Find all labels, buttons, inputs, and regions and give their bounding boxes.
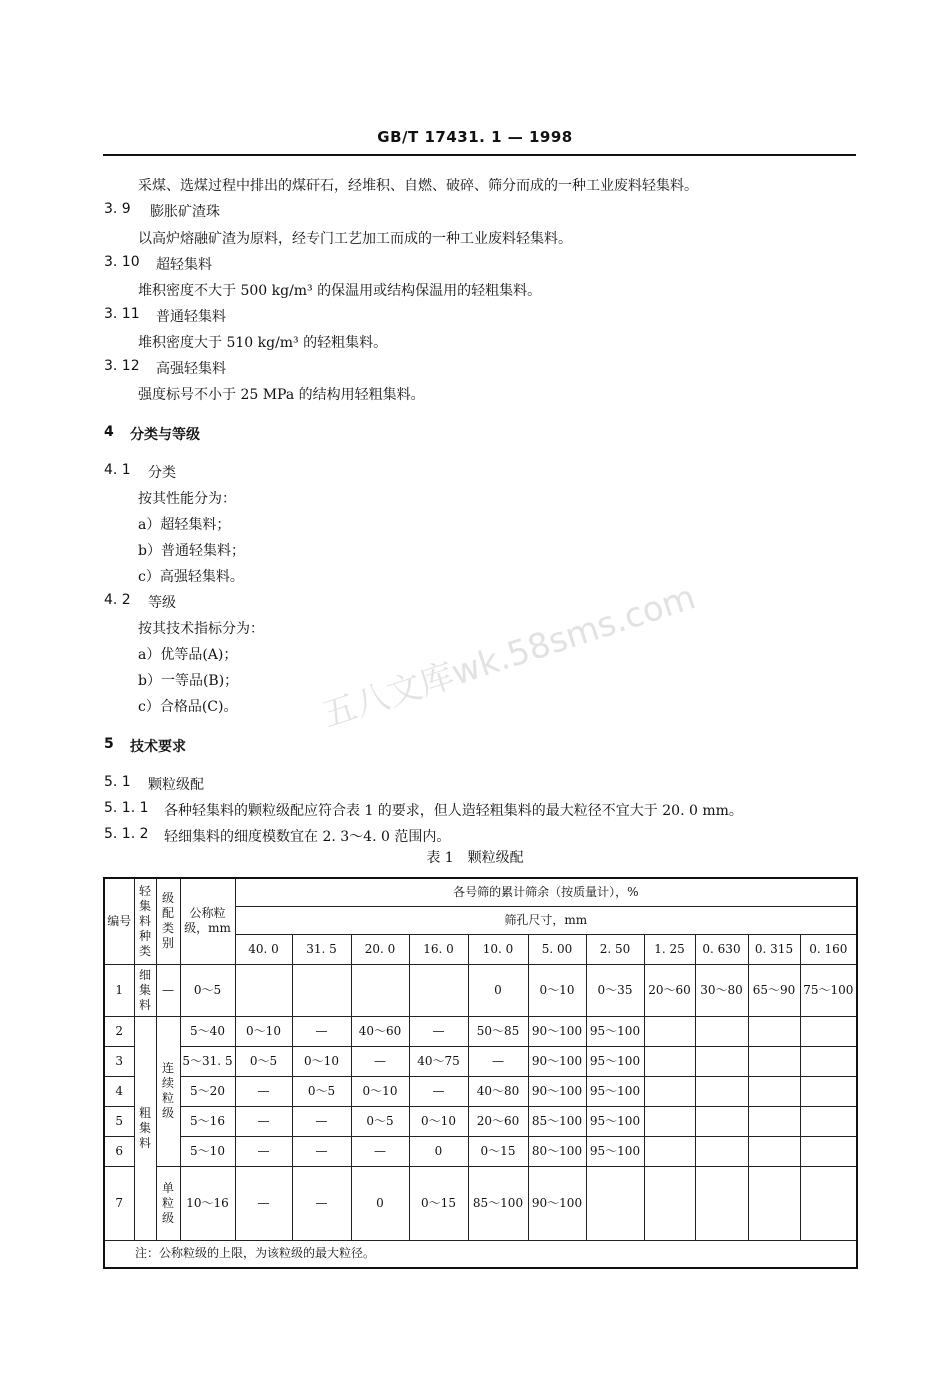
sec39-number: 3. 9 (104, 201, 131, 217)
sieve-col: 0. 160 (800, 934, 857, 964)
header-grading-class: 级配类别 (156, 878, 180, 964)
cell: 90～100 (528, 1016, 586, 1046)
cell: 90～100 (528, 1166, 586, 1240)
watermark: 五八文库wk.58sms.com (317, 577, 701, 736)
cell (800, 1046, 857, 1076)
grading-class-dash: — (156, 964, 180, 1016)
sec41-item-b: b）普通轻集料； (138, 543, 245, 559)
row-number: 7 (104, 1166, 134, 1240)
grading-table (103, 877, 858, 1269)
cell: 0～10 (528, 964, 586, 1016)
table-row (104, 1166, 857, 1240)
cell (800, 1076, 857, 1106)
row-number: 5 (104, 1106, 134, 1136)
table-row (104, 1046, 857, 1076)
cell: — (235, 1136, 292, 1166)
sec41-item-a: a）超轻集料； (138, 517, 231, 533)
sec42-title: 等级 (148, 595, 176, 611)
cell (748, 1136, 800, 1166)
cell (644, 1016, 695, 1046)
cell (644, 1106, 695, 1136)
cell: 0～35 (586, 964, 644, 1016)
standard-code-header: GB/T 17431. 1 — 1998 (377, 128, 573, 146)
cell: 80～100 (528, 1136, 586, 1166)
coarse-aggregate-label: 粗集料 (134, 1016, 156, 1240)
cell (695, 1166, 748, 1240)
cell: 90～100 (528, 1046, 586, 1076)
cell: 0 (409, 1136, 468, 1166)
cell (748, 1106, 800, 1136)
sieve-col: 20. 0 (351, 934, 409, 964)
sieve-col: 1. 25 (644, 934, 695, 964)
cell: 50～85 (468, 1016, 528, 1046)
cell (695, 1106, 748, 1136)
cell (292, 964, 351, 1016)
sec42-item-c: c）合格品(C)。 (138, 699, 238, 715)
cell (351, 964, 409, 1016)
cell (800, 1166, 857, 1240)
nominal-size: 5～31. 5 (180, 1046, 235, 1076)
cell: 65～90 (748, 964, 800, 1016)
cell (644, 1136, 695, 1166)
sec5-title: 技术要求 (130, 739, 186, 755)
sec312-text: 强度标号不小于 25 MPa 的结构用轻粗集料。 (138, 387, 425, 403)
cell: 40～80 (468, 1076, 528, 1106)
cell: 95～100 (586, 1046, 644, 1076)
sieve-col: 2. 50 (586, 934, 644, 964)
nominal-size: 10～16 (180, 1166, 235, 1240)
sec312-title: 高强轻集料 (156, 361, 226, 377)
sec511-text: 各种轻集料的颗粒级配应符合表 1 的要求，但人造轻粗集料的最大粒径不宜大于 20. 0 mm。 (164, 803, 743, 819)
sieve-col: 40. 0 (235, 934, 292, 964)
nominal-size: 5～40 (180, 1016, 235, 1046)
sec41-lead: 按其性能分为： (138, 491, 236, 507)
row-number: 6 (104, 1136, 134, 1166)
table-caption: 表 1 颗粒级配 (426, 850, 524, 866)
cell: 20～60 (644, 964, 695, 1016)
cell: — (409, 1076, 468, 1106)
cell: 0 (468, 964, 528, 1016)
cell (586, 1166, 644, 1240)
header-cumulative-residue: 各号筛的累计筛余（按质量计），% (235, 878, 857, 906)
nominal-size: 5～10 (180, 1136, 235, 1166)
cell: 20～60 (468, 1106, 528, 1136)
sec311-title: 普通轻集料 (156, 309, 226, 325)
cell: 0～5 (351, 1106, 409, 1136)
cell: — (351, 1136, 409, 1166)
cell: 95～100 (586, 1076, 644, 1106)
continuous-grading-label: 连续粒级 (156, 1016, 180, 1166)
table-row (104, 1136, 857, 1166)
cell: — (292, 1136, 351, 1166)
cell: — (292, 1106, 351, 1136)
nominal-size: 0～5 (180, 964, 235, 1016)
sec42-item-b: b）一等品(B)； (138, 673, 239, 689)
cell (695, 1046, 748, 1076)
row-number: 2 (104, 1016, 134, 1046)
header-nominal-size: 公称粒级，mm (180, 878, 235, 964)
cell (748, 1016, 800, 1046)
sec51-title: 颗粒级配 (148, 777, 204, 793)
table-row (104, 1106, 857, 1136)
sec5-number: 5 (104, 736, 114, 752)
sec310-number: 3. 10 (104, 254, 140, 270)
sec4-number: 4 (104, 424, 114, 440)
cell: 85～100 (468, 1166, 528, 1240)
cell: 0～5 (292, 1076, 351, 1106)
cell (695, 1136, 748, 1166)
single-grading-label: 单粒级 (156, 1166, 180, 1240)
cell: — (351, 1046, 409, 1076)
cell (695, 1016, 748, 1046)
cell: 0～10 (409, 1106, 468, 1136)
sec41-number: 4. 1 (104, 462, 131, 478)
sieve-col: 0. 315 (748, 934, 800, 964)
cell: 0～15 (409, 1166, 468, 1240)
cell: — (409, 1016, 468, 1046)
sec310-text: 堆积密度不大于 500 kg/m³ 的保温用或结构保温用的轻粗集料。 (138, 283, 542, 299)
cell: 75～100 (800, 964, 857, 1016)
table-row (104, 1076, 857, 1106)
header-sieve-size: 筛孔尺寸，mm (235, 906, 857, 934)
cell (235, 964, 292, 1016)
sieve-col: 10. 0 (468, 934, 528, 964)
cell: 95～100 (586, 1016, 644, 1046)
cell (644, 1166, 695, 1240)
sieve-col: 31. 5 (292, 934, 351, 964)
cell (800, 1136, 857, 1166)
sec41-title: 分类 (148, 465, 176, 481)
sieve-col: 5. 00 (528, 934, 586, 964)
header-aggregate-type: 轻集料种类 (134, 878, 156, 964)
sec511-number: 5. 1. 1 (104, 800, 149, 816)
sec39-text: 以高炉熔融矿渣为原料，经专门工艺加工而成的一种工业废料轻集料。 (138, 231, 572, 247)
sec41-item-c: c）高强轻集料。 (138, 569, 244, 585)
nominal-size: 5～16 (180, 1106, 235, 1136)
sec310-title: 超轻集料 (156, 257, 212, 273)
sec51-number: 5. 1 (104, 774, 131, 790)
cell (409, 964, 468, 1016)
cell: 40～60 (351, 1016, 409, 1046)
sec4-title: 分类与等级 (130, 427, 200, 443)
cell: 0 (351, 1166, 409, 1240)
header-number: 编号 (104, 878, 134, 964)
row-number: 4 (104, 1076, 134, 1106)
row-number: 3 (104, 1046, 134, 1076)
cell: 85～100 (528, 1106, 586, 1136)
cell (644, 1046, 695, 1076)
cell (800, 1106, 857, 1136)
cell (748, 1076, 800, 1106)
cell: — (235, 1076, 292, 1106)
cell: — (292, 1166, 351, 1240)
cell: 0～15 (468, 1136, 528, 1166)
cell: 0～5 (235, 1046, 292, 1076)
sec42-number: 4. 2 (104, 592, 131, 608)
header-rule (103, 154, 856, 156)
cell: 40～75 (409, 1046, 468, 1076)
cell: — (292, 1016, 351, 1046)
cell (644, 1076, 695, 1106)
sec311-text: 堆积密度大于 510 kg/m³ 的轻粗集料。 (138, 335, 388, 351)
sec312-number: 3. 12 (104, 358, 140, 374)
cell: — (235, 1106, 292, 1136)
sec512-text: 轻细集料的细度模数宜在 2. 3～4. 0 范围内。 (164, 829, 451, 845)
cell (800, 1016, 857, 1046)
sec311-number: 3. 11 (104, 306, 140, 322)
sec512-number: 5. 1. 2 (104, 826, 149, 842)
table-note: 注：公称粒级的上限，为该粒级的最大粒径。 (104, 1240, 857, 1268)
cell: — (235, 1166, 292, 1240)
sieve-col: 16. 0 (409, 934, 468, 964)
cell: 0～10 (351, 1076, 409, 1106)
cell: 30～80 (695, 964, 748, 1016)
sec42-item-a: a）优等品(A)； (138, 647, 238, 663)
cell: 90～100 (528, 1076, 586, 1106)
table-row (104, 1016, 857, 1046)
cell: 95～100 (586, 1106, 644, 1136)
intro-line: 采煤、选煤过程中排出的煤矸石，经堆积、自燃、破碎、筛分而成的一种工业废料轻集料。 (138, 178, 698, 194)
cell (748, 1166, 800, 1240)
nominal-size: 5～20 (180, 1076, 235, 1106)
table-row (104, 964, 857, 1016)
cell (695, 1076, 748, 1106)
cell (748, 1046, 800, 1076)
sec42-lead: 按其技术指标分为： (138, 621, 264, 637)
fine-aggregate-label: 细集料 (134, 964, 156, 1016)
sec39-title: 膨胀矿渣珠 (150, 204, 220, 220)
cell: — (468, 1046, 528, 1076)
sieve-col: 0. 630 (695, 934, 748, 964)
cell: 95～100 (586, 1136, 644, 1166)
cell: 0～10 (235, 1016, 292, 1046)
row-number: 1 (104, 964, 134, 1016)
cell: 0～10 (292, 1046, 351, 1076)
